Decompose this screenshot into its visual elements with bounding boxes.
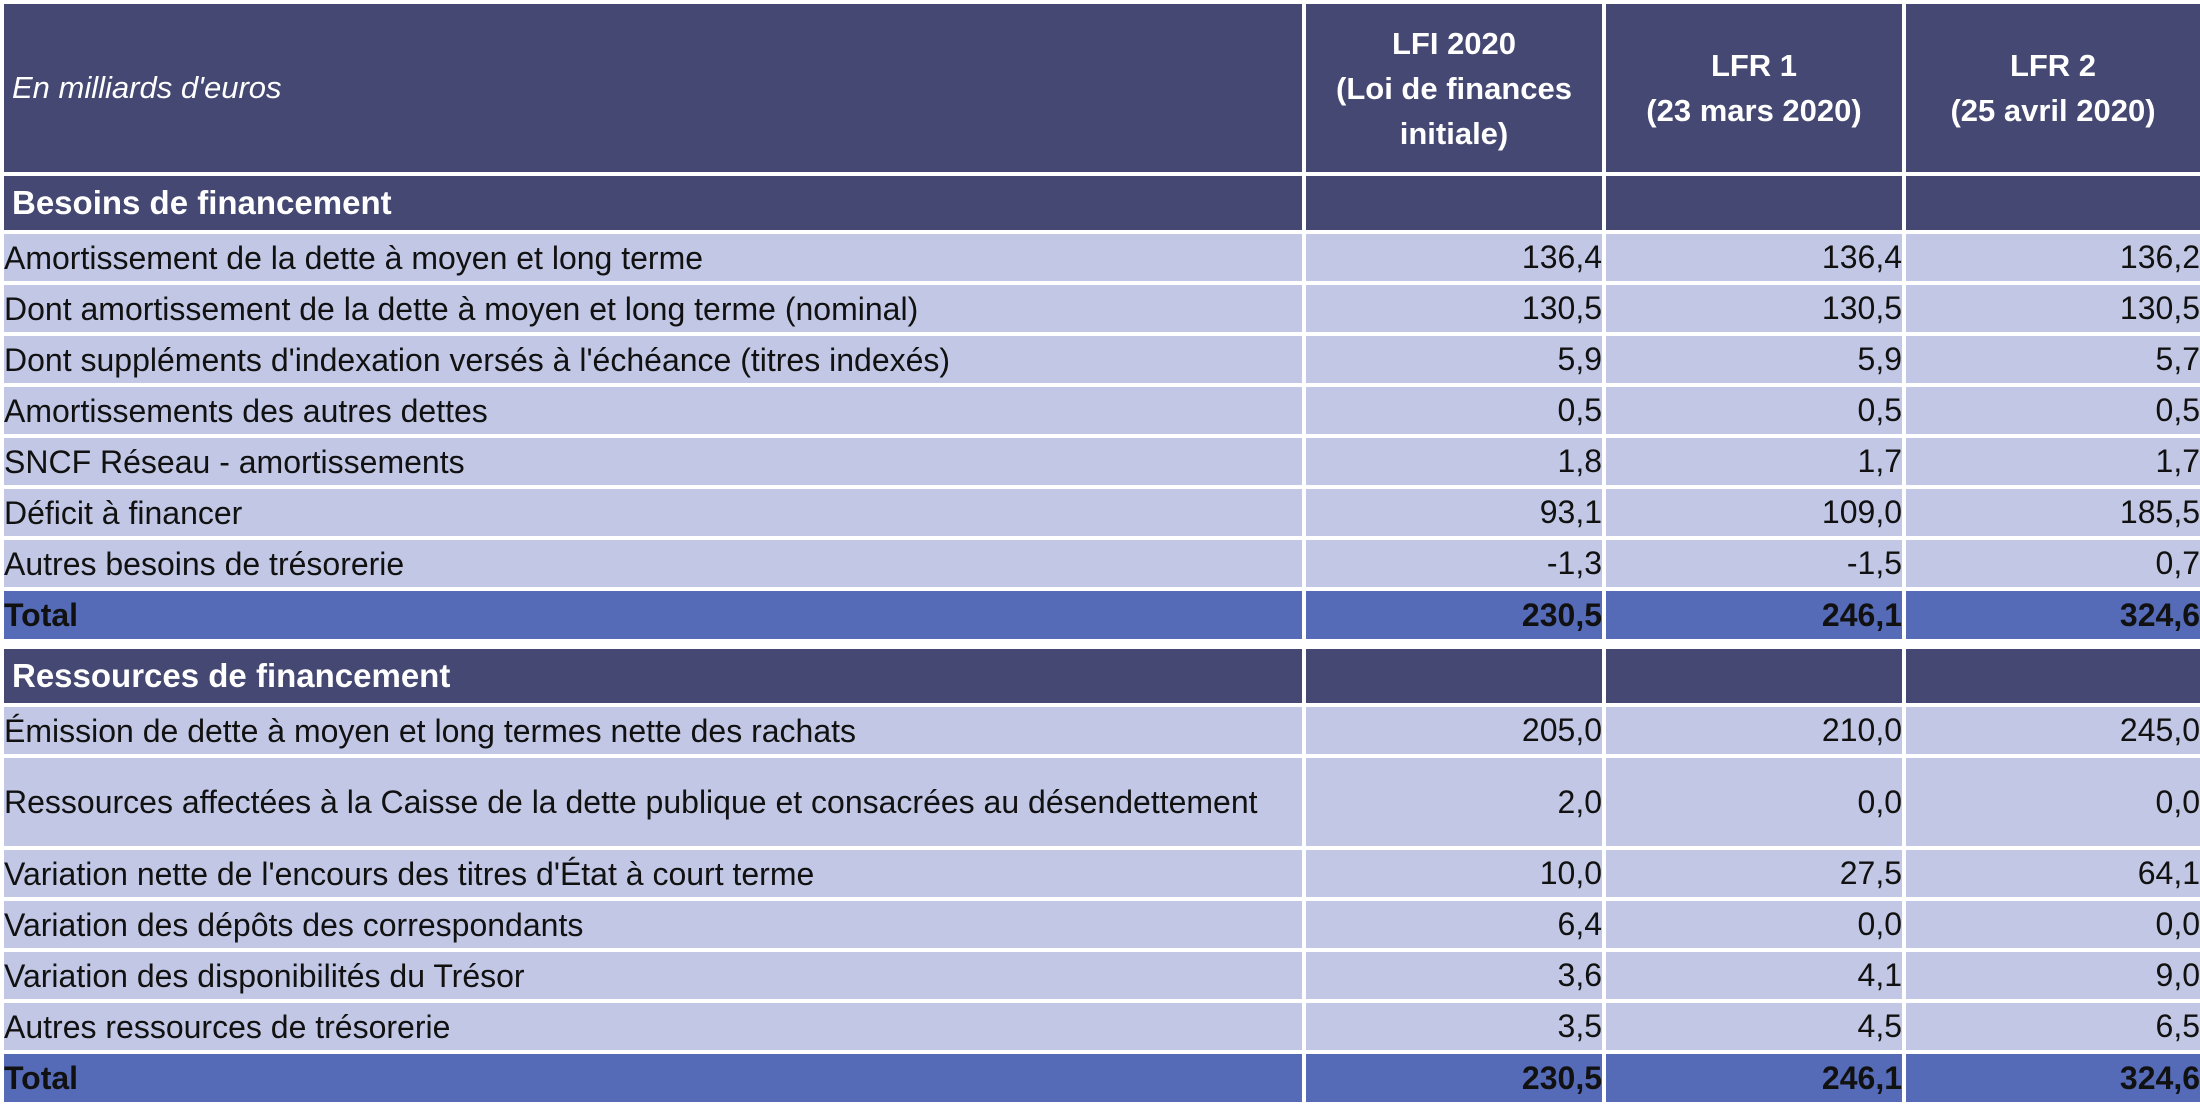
row-label: Autres besoins de trésorerie xyxy=(4,540,1302,587)
section-header-empty-cell xyxy=(1906,176,2200,230)
section-header-empty-cell xyxy=(1306,176,1602,230)
header-row xyxy=(4,4,2200,172)
value-lfr-2: 5,7 xyxy=(1906,336,2200,383)
total-lfr-1: 246,1 xyxy=(1606,591,1902,639)
value-lfi-2020: 0,5 xyxy=(1306,387,1602,434)
column-header-line: initiale) xyxy=(1399,115,1509,151)
value-lfi-2020: 10,0 xyxy=(1306,850,1602,897)
value-lfi-2020: 136,4 xyxy=(1306,234,1602,281)
row-label: Autres ressources de trésorerie xyxy=(4,1003,1302,1050)
total-lfr-2: 324,6 xyxy=(1906,1054,2200,1102)
value-lfr-1: 109,0 xyxy=(1606,489,1902,536)
value-lfr-2: 64,1 xyxy=(1906,850,2200,897)
table-row xyxy=(4,285,2200,332)
value-lfr-1: 27,5 xyxy=(1606,850,1902,897)
row-label: SNCF Réseau - amortissements xyxy=(4,438,1302,485)
section-header-empty-cell xyxy=(1906,649,2200,703)
column-header-line: LFR 2 xyxy=(2009,48,2097,83)
total-label: Total xyxy=(4,591,1302,639)
column-header-line: (25 avril 2020) xyxy=(1950,93,2156,128)
table-row xyxy=(4,336,2200,383)
unit-label: En milliards d'euros xyxy=(4,4,1302,172)
section-title: Besoins de financement xyxy=(4,176,1302,230)
value-lfi-2020: 6,4 xyxy=(1306,901,1602,948)
value-lfi-2020: 1,8 xyxy=(1306,438,1602,485)
section-title: Ressources de financement xyxy=(4,649,1302,703)
value-lfi-2020: 3,6 xyxy=(1306,952,1602,999)
section-header-empty-cell xyxy=(1606,176,1902,230)
value-lfr-1: 0,0 xyxy=(1606,758,1902,846)
column-header-line: (Loi de finances xyxy=(1336,70,1572,106)
column-header-lfr-1 xyxy=(1606,4,1902,172)
total-lfi-2020: 230,5 xyxy=(1306,1054,1602,1102)
total-lfr-2: 324,6 xyxy=(1906,591,2200,639)
value-lfr-1: 210,0 xyxy=(1606,707,1902,754)
total-lfr-1: 246,1 xyxy=(1606,1054,1902,1102)
section-row-besoins xyxy=(4,176,2200,230)
table-row xyxy=(4,387,2200,434)
section-row-ressources xyxy=(4,649,2200,703)
table-row xyxy=(4,489,2200,536)
value-lfi-2020: 93,1 xyxy=(1306,489,1602,536)
row-label: Dont amortissement de la dette à moyen et long terme (nominal) xyxy=(4,285,1302,332)
total-lfi-2020: 230,5 xyxy=(1306,591,1602,639)
total-row-ressources xyxy=(4,1054,2200,1102)
value-lfr-1: 4,1 xyxy=(1606,952,1902,999)
column-header-line: LFI 2020 xyxy=(1391,25,1517,61)
value-lfr-2: 245,0 xyxy=(1906,707,2200,754)
table-row xyxy=(4,952,2200,999)
value-lfr-2: 6,5 xyxy=(1906,1003,2200,1050)
section-header-empty-cell xyxy=(1606,649,1902,703)
row-label: Amortissement de la dette à moyen et long terme xyxy=(4,234,1302,281)
value-lfr-1: 4,5 xyxy=(1606,1003,1902,1050)
column-header-line: (23 mars 2020) xyxy=(1646,93,1862,128)
row-label: Émission de dette à moyen et long termes nette des rachats xyxy=(4,707,1302,754)
table-row xyxy=(4,901,2200,948)
value-lfi-2020: 3,5 xyxy=(1306,1003,1602,1050)
value-lfr-1: 0,0 xyxy=(1606,901,1902,948)
table-row xyxy=(4,707,2200,754)
row-label: Variation nette de l'encours des titres d'État à court terme xyxy=(4,850,1302,897)
value-lfr-2: 9,0 xyxy=(1906,952,2200,999)
row-label: Amortissements des autres dettes xyxy=(4,387,1302,434)
total-row-besoins xyxy=(4,591,2200,639)
value-lfr-1: -1,5 xyxy=(1606,540,1902,587)
value-lfr-2: 0,5 xyxy=(1906,387,2200,434)
column-header-lfr-2 xyxy=(1906,4,2200,172)
column-header-line: LFR 1 xyxy=(1710,48,1798,83)
value-lfr-2: 1,7 xyxy=(1906,438,2200,485)
value-lfr-2: 185,5 xyxy=(1906,489,2200,536)
table-row xyxy=(4,438,2200,485)
value-lfi-2020: 130,5 xyxy=(1306,285,1602,332)
value-lfr-2: 130,5 xyxy=(1906,285,2200,332)
value-lfi-2020: -1,3 xyxy=(1306,540,1602,587)
table-row xyxy=(4,234,2200,281)
table-row xyxy=(4,758,2200,846)
value-lfr-2: 136,2 xyxy=(1906,234,2200,281)
row-label: Déficit à financer xyxy=(4,489,1302,536)
table-row xyxy=(4,540,2200,587)
table-row xyxy=(4,1003,2200,1050)
value-lfr-1: 1,7 xyxy=(1606,438,1902,485)
value-lfr-1: 136,4 xyxy=(1606,234,1902,281)
value-lfr-1: 5,9 xyxy=(1606,336,1902,383)
row-label: Ressources affectées à la Caisse de la dette publique et consacrées au désendettement xyxy=(4,758,1302,846)
value-lfr-2: 0,7 xyxy=(1906,540,2200,587)
total-label: Total xyxy=(4,1054,1302,1102)
value-lfi-2020: 2,0 xyxy=(1306,758,1602,846)
value-lfi-2020: 5,9 xyxy=(1306,336,1602,383)
table-row xyxy=(4,850,2200,897)
section-header-empty-cell xyxy=(1306,649,1602,703)
row-label: Dont suppléments d'indexation versés à l'échéance (titres indexés) xyxy=(4,336,1302,383)
row-label: Variation des dépôts des correspondants xyxy=(4,901,1302,948)
value-lfi-2020: 205,0 xyxy=(1306,707,1602,754)
section-gap xyxy=(4,643,2200,645)
value-lfr-1: 130,5 xyxy=(1606,285,1902,332)
value-lfr-2: 0,0 xyxy=(1906,901,2200,948)
value-lfr-2: 0,0 xyxy=(1906,758,2200,846)
value-lfr-1: 0,5 xyxy=(1606,387,1902,434)
row-label: Variation des disponibilités du Trésor xyxy=(4,952,1302,999)
column-header-lfi-2020 xyxy=(1306,4,1602,172)
